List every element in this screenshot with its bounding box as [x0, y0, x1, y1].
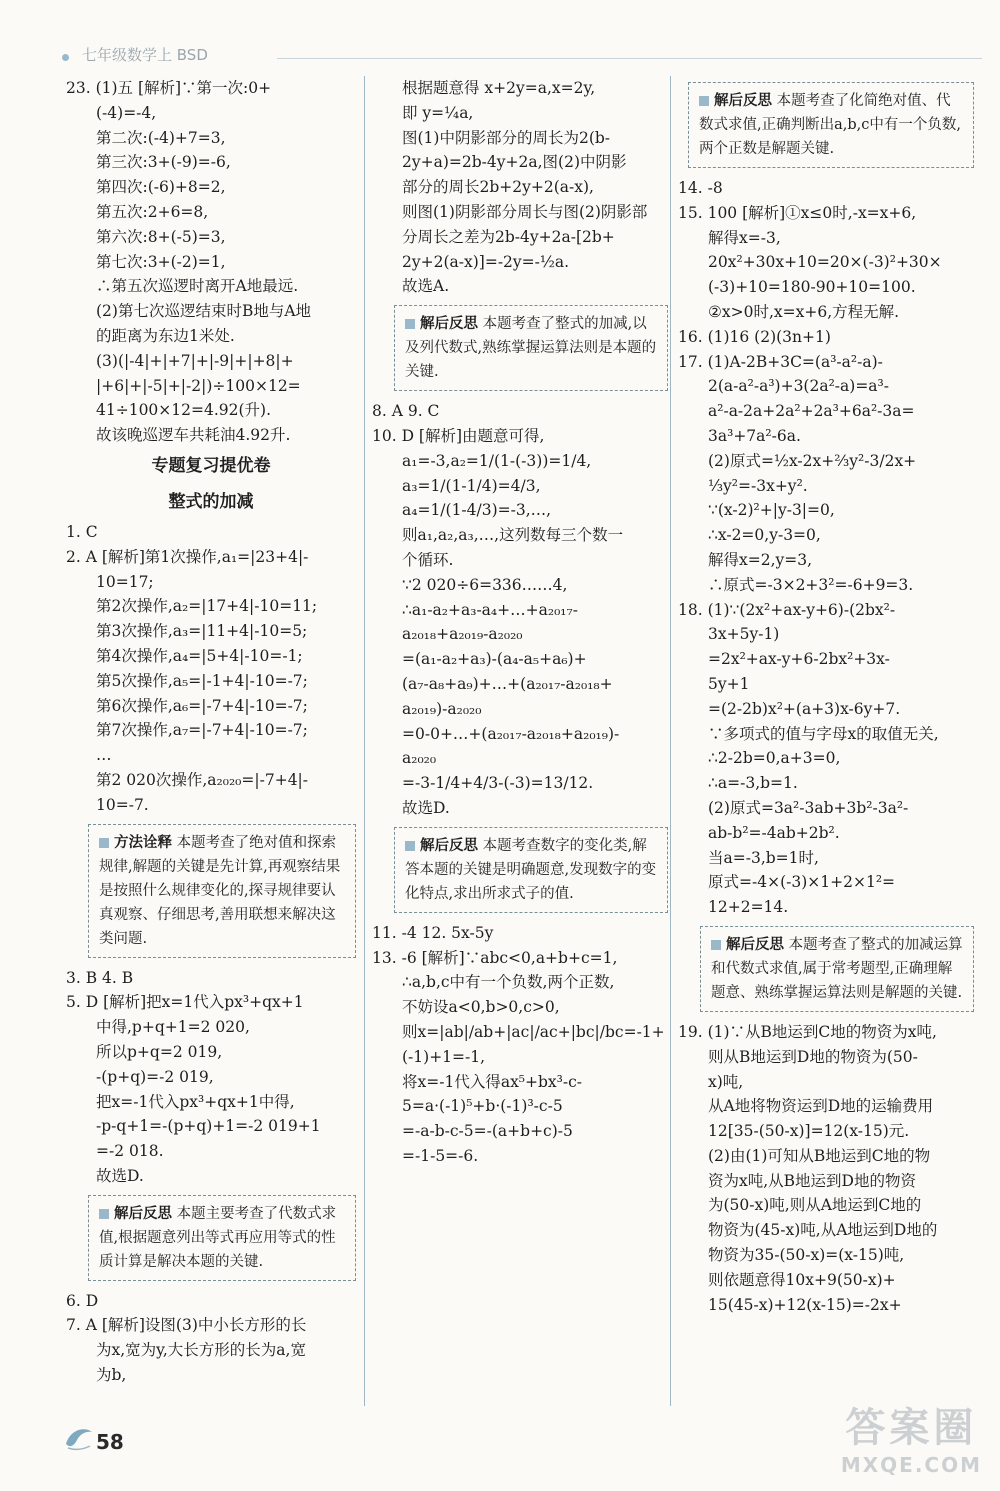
column-divider: [670, 76, 671, 1406]
text-line: 17. (1)A-2B+3C=(a³-a²-a)-: [678, 352, 883, 371]
text-line: ∴第五次巡逻时离开A地最远.: [96, 277, 299, 296]
note-box-title: 解后反思: [99, 1206, 172, 1222]
text-line: 把x=-1代入px³+qx+1中得,: [96, 1092, 295, 1111]
text-line: (-4)=-4,: [96, 103, 157, 122]
note-box-title: 解后反思: [405, 838, 478, 854]
text-line: 5=a·(-1)⁵+b·(-1)³-c-5: [402, 1097, 563, 1116]
text-line: 不妨设a<0,b>0,c>0,: [402, 998, 560, 1017]
text-line: 7. A [解析]设图(3)中小长方形的长: [66, 1316, 307, 1335]
note-box-text: 本题考查了整式的加减,以及列代数式,熟练掌握运算法则是本题的关键.: [405, 316, 657, 381]
text-line: (2)由(1)可知从B地运到C地的物: [708, 1146, 931, 1165]
text-line: 3a³+7a²-6a.: [708, 426, 801, 445]
text-line: 部分的周长2b+2y+2(a-x),: [402, 178, 594, 197]
text-line: ∴a,b,c中有一个负数,两个正数,: [402, 973, 615, 992]
page-header: [62, 44, 982, 72]
text-line: 即 y=¼a,: [402, 103, 474, 122]
text-line: 故选D.: [402, 798, 450, 817]
answer-block: [372, 399, 668, 821]
note-box-title: 方法诠释: [99, 835, 172, 851]
text-line: (-1)+1=-1,: [402, 1047, 486, 1066]
text-line: ∵多项式的值与字母x的取值无关,: [708, 724, 939, 743]
text-line: 第六次:8+(-5)=3,: [96, 227, 226, 246]
text-line: 第4次操作,a₄=|5+4|-10=-1;: [96, 646, 303, 665]
answer-block: [678, 1020, 974, 1318]
text-line: (-3)+10=180-90+10=100.: [708, 278, 916, 297]
text-line: 19. (1)∵从B地运到C地的物资为x吨,: [678, 1022, 937, 1041]
text-line: 第四次:(-6)+8=2,: [96, 178, 226, 197]
text-line: a₂₀₁₈+a₂₀₁₉-a₂₀₂₀: [402, 625, 523, 644]
text-line: 则依题意得10x+9(50-x)+: [708, 1270, 896, 1289]
text-line: 个循环.: [402, 550, 454, 569]
answer-block: [66, 520, 356, 818]
text-line: 原式=-4×(-3)×1+2×1²=: [708, 873, 896, 892]
watermark-title: 答案圈: [845, 1405, 978, 1451]
text-line: -(p+q)=-2 019,: [96, 1067, 214, 1086]
answer-block: [66, 966, 356, 1189]
text-line: 第6次操作,a₆=|-7+4|-10=-7;: [96, 696, 308, 715]
text-line: 12+2=14.: [708, 898, 789, 917]
text-line: ∴a=-3,b=1.: [708, 774, 798, 793]
text-line: 第七次:3+(-2)=1,: [96, 252, 226, 271]
text-line: 中得,p+q+1=2 020,: [96, 1018, 250, 1037]
text-line: =-1-5=-6.: [402, 1146, 479, 1165]
text-line: 10. D [解析]由题意可得,: [372, 426, 545, 445]
note-box: [88, 824, 356, 958]
text-line: =0-0+…+(a₂₀₁₇-a₂₀₁₈+a₂₀₁₉)-: [402, 724, 620, 743]
text-line: (3)(|-4|+|+7|+|-9|+|+8|+: [96, 351, 294, 370]
header-dot-icon: [62, 54, 69, 61]
text-line: ∴2-2b=0,a+3=0,: [708, 749, 841, 768]
text-line: 资为x吨,从B地运到D地的物资: [708, 1171, 916, 1190]
text-line: (2)原式=½x-2x+⅔y²-3/2x+: [708, 451, 917, 470]
answer-block: [678, 176, 974, 920]
column-left: [66, 76, 356, 1388]
watermark-url: MXQE.COM: [840, 1453, 982, 1477]
text-line: ∴a₁-a₂+a₃-a₄+…+a₂₀₁₇-: [402, 600, 578, 619]
note-box-title: 解后反思: [699, 93, 772, 109]
text-line: ∴原式=-3×2+3²=-6+9=3.: [708, 575, 914, 594]
text-line: 故选A.: [402, 277, 450, 296]
text-line: 2y+2(a-x)]=-2y=-½a.: [402, 252, 570, 271]
text-line: ②x>0时,x=x+6,方程无解.: [708, 302, 900, 321]
text-line: 3. B 4. B: [66, 968, 134, 987]
text-line: =(a₁-a₂+a₃)-(a₄-a₅+a₆)+: [402, 650, 587, 669]
text-line: =(2-2b)x²+(a+3)x-6y+7.: [708, 699, 901, 718]
text-line: a₄=1/(1-4/3)=-3,…,: [402, 501, 552, 520]
text-line: (2)原式=3a²-3ab+3b²-3a²-: [708, 798, 909, 817]
text-line: 故该晚巡逻车共耗油4.92升.: [96, 426, 291, 445]
text-line: 则图(1)阴影部分周长与图(2)阴影部: [402, 202, 648, 221]
text-line: 1. C: [66, 522, 98, 541]
note-box-title: 解后反思: [711, 937, 784, 953]
text-line: 10=17;: [96, 572, 154, 591]
text-line: 则从B地运到D地的物资为(50-: [708, 1047, 918, 1066]
text-line: a²-a-2a+2a²+2a³+6a²-3a=: [708, 402, 915, 421]
note-box: [394, 827, 668, 913]
text-line: -p-q+1=-(p+q)+1=-2 019+1: [96, 1117, 321, 1136]
text-line: 8. A 9. C: [372, 402, 440, 421]
text-line: …: [96, 746, 112, 765]
note-box: [700, 926, 974, 1012]
text-line: 图(1)中阴影部分的周长为2(b-: [402, 128, 611, 147]
column-right: [678, 76, 974, 1317]
text-line: 2(a-a²-a³)+3(2a²-a)=a³-: [708, 377, 889, 396]
text-line: 6. D: [66, 1291, 99, 1310]
text-line: 11. -4 12. 5x-5y: [372, 923, 494, 942]
text-line: 当a=-3,b=1时,: [708, 848, 819, 867]
section-heading: 专题复习提优卷: [151, 455, 271, 476]
note-box-text: 本题考查了绝对值和探索规律,解题的关键是先计算,再观察结果是按照什么规律变化的,探寻规律要认真观察、仔细思考,善用联想来解决这类问题.: [99, 834, 341, 947]
text-line: =-2 018.: [96, 1142, 164, 1161]
text-line: a₃=1/(1-1/4)=4/3,: [402, 476, 541, 495]
text-line: 将x=-1代入得ax⁵+bx³-c-: [402, 1072, 583, 1091]
text-line: 20x²+30x+10=20×(-3)²+30×: [708, 253, 942, 272]
text-line: (2)第七次巡逻结束时B地与A地: [96, 302, 312, 321]
answer-block: [372, 76, 668, 299]
text-line: =-3-1/4+4/3-(-3)=13/12.: [402, 774, 594, 793]
text-line: ab-b²=-4ab+2b².: [708, 823, 840, 842]
text-line: (a₇-a₈+a₉)+…+(a₂₀₁₇-a₂₀₁₈+: [402, 674, 613, 693]
text-line: 所以p+q=2 019,: [96, 1042, 223, 1061]
site-watermark: [841, 1396, 982, 1477]
note-box-text: 本题考查了整式的加减运算和代数式求值,属于常考题型,正确理解题意、熟练掌握运算法则是解题的关键.: [711, 936, 963, 1001]
text-line: 解得x=-3,: [708, 228, 781, 247]
note-box-text: 本题考查数字的变化类,解答本题的关键是明确题意,发现数字的变化特点,求出所求式子的值.: [405, 837, 657, 902]
text-line: 第2次操作,a₂=|17+4|-10=11;: [96, 597, 318, 616]
text-line: x)吨,: [708, 1072, 744, 1091]
text-line: 第二次:(-4)+7=3,: [96, 128, 226, 147]
text-line: 物资为35-(50-x)=(x-15)吨,: [708, 1246, 905, 1265]
answer-block: [66, 76, 356, 448]
column-middle: [372, 76, 668, 1169]
text-line: =-a-b-c-5=-(a+b+c)-5: [402, 1122, 573, 1141]
text-line: 则x=|ab|/ab+|ac|/ac+|bc|/bc=-1+: [402, 1022, 665, 1041]
text-line: 15(45-x)+12(x-15)=-2x+: [708, 1295, 902, 1314]
text-line: ∵(x-2)²+|y-3|=0,: [708, 501, 835, 520]
text-line: 41÷100×12=4.92(升).: [96, 401, 272, 420]
note-box: [394, 305, 668, 391]
text-line: a₁=-3,a₂=1/(1-(-3))=1/4,: [402, 451, 592, 470]
text-line: 15. 100 [解析]①x≤0时,-x=x+6,: [678, 203, 917, 222]
text-line: 第2 020次操作,a₂₀₂₀=|-7+4|-: [96, 770, 309, 789]
note-box: [88, 1195, 356, 1281]
note-box: [688, 82, 974, 168]
text-line: 5. D [解析]把x=1代入px³+qx+1: [66, 993, 304, 1012]
text-line: 解得x=2,y=3,: [708, 550, 813, 569]
text-line: a₂₀₁₉)-a₂₀₂₀: [402, 699, 482, 718]
text-line: 第5次操作,a₅=|-1+4|-10=-7;: [96, 671, 308, 690]
text-line: 3x+5y-1): [708, 625, 780, 644]
column-divider: [364, 76, 365, 1406]
text-line: 物资为(45-x)吨,从A地运到D地的: [708, 1221, 938, 1240]
answer-block: [66, 1289, 356, 1388]
text-line: 的距离为东边1米处.: [96, 326, 235, 345]
text-line: 为(50-x)吨,则从A地运到C地的: [708, 1196, 922, 1215]
section-subheading: 整式的加减: [168, 491, 254, 512]
text-line: 16. (1)16 (2)(3n+1): [678, 327, 831, 346]
text-line: =2x²+ax-y+6-2bx²+3x-: [708, 650, 890, 669]
text-line: 18. (1)∵(2x²+ax-y+6)-(2bx²-: [678, 600, 896, 619]
dolphin-logo-icon: [62, 1420, 96, 1454]
text-line: ∴x-2=0,y-3=0,: [708, 526, 821, 545]
text-line: 根据题意得 x+2y=a,x=2y,: [402, 79, 596, 97]
text-line: 第7次操作,a₇=|-7+4|-10=-7;: [96, 721, 308, 740]
note-box-text: 本题主要考查了代数式求值,根据题意列出等式再应用等式的性质计算是解决本题的关键.: [99, 1205, 337, 1270]
text-line: 为b,: [96, 1366, 127, 1385]
text-line: 12[35-(50-x)]=12(x-15)元.: [708, 1122, 910, 1141]
text-line: 为x,宽为y,大长方形的长为a,宽: [96, 1341, 306, 1360]
text-line: 13. -6 [解析]∵abc<0,a+b+c=1,: [372, 948, 618, 967]
header-title: 七年级数学上 BSD: [82, 46, 208, 64]
text-line: 2. A [解析]第1次操作,a₁=|23+4|-: [66, 547, 309, 566]
page-number: 58: [96, 1430, 124, 1454]
text-line: a₂₀₂₀: [402, 749, 437, 768]
text-line: 从A地将物资运到D地的运输费用: [708, 1097, 934, 1116]
text-line: 23. (1)五 [解析]∵第一次:0+: [66, 79, 272, 97]
text-line: 第三次:3+(-9)=-6,: [96, 153, 231, 172]
text-line: 2y+a)=2b-4y+2a,图(2)中阴影: [402, 153, 627, 172]
text-line: 第3次操作,a₃=|11+4|-10=5;: [96, 622, 308, 641]
text-line: 5y+1: [708, 674, 750, 693]
text-line: 10=-7.: [96, 795, 149, 814]
answer-block: [372, 921, 668, 1169]
text-line: |+6|+|-5|+|-2|)÷100×12=: [96, 376, 301, 395]
note-box-text: 本题考查了化简绝对值、代数式求值,正确判断出a,b,c中有一个负数,两个正数是解题关键.: [699, 93, 961, 157]
text-line: ⅓y²=-3x+y².: [708, 476, 808, 495]
text-line: 第五次:2+6=8,: [96, 202, 209, 221]
text-line: 14. -8: [678, 179, 723, 197]
header-rule: [277, 58, 982, 59]
text-line: 则a₁,a₂,a₃,…,这列数每三个数一: [402, 526, 624, 545]
note-box-title: 解后反思: [405, 316, 478, 332]
text-line: 故选D.: [96, 1166, 144, 1185]
text-line: 分周长之差为2b-4y+2a-[2b+: [402, 227, 615, 246]
text-line: ∵2 020÷6=336……4,: [402, 575, 568, 594]
